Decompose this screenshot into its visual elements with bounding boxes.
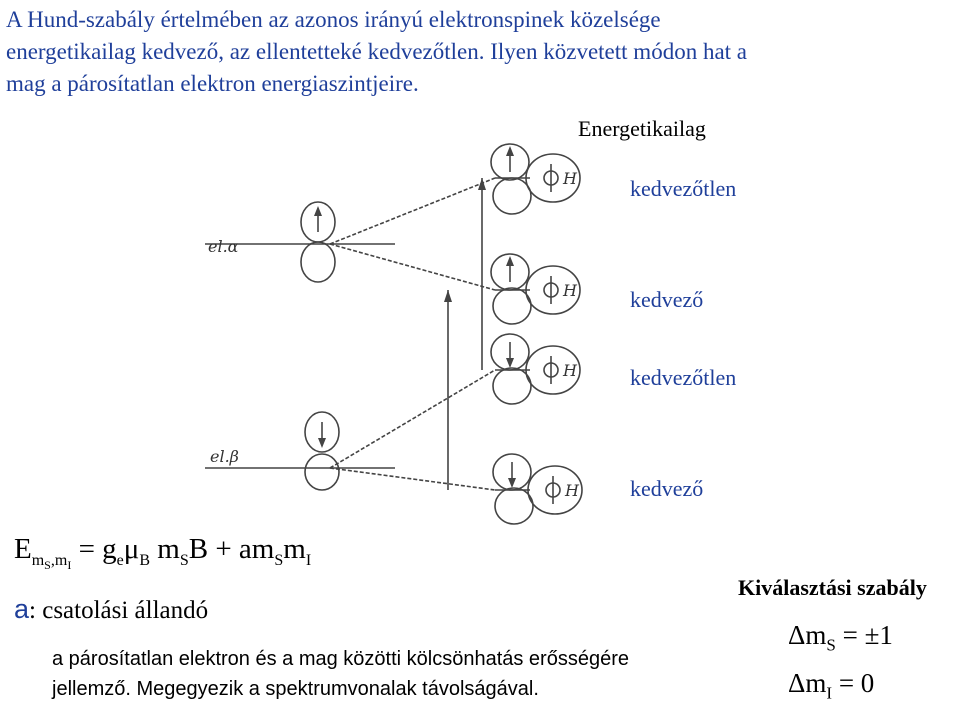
level-label-3: kedvezőtlen [630, 365, 737, 390]
coupling-constant-line [14, 594, 208, 625]
description-line-1: a párosítatlan elektron és a mag közötti kölcsönhatás erősségére [52, 648, 629, 670]
alpha-electron-label: el.α [208, 237, 239, 256]
selection-rule-ms: $\Delta m_S = \pm 1$ [788, 620, 893, 655]
split-line-4 [330, 468, 495, 490]
proton-label-1: H [563, 169, 577, 188]
selection-rules-title: Kiválasztási szabály [738, 575, 927, 600]
intro-line-1: A Hund-szabály értelmében az azonos irányú elektronspinek közelsége [6, 7, 661, 32]
proton-label-4: H [565, 481, 579, 500]
level-label-1: kedvezőtlen [630, 176, 737, 201]
energy-heading: Energetikailag [578, 116, 706, 141]
selection-rule-mi: $\Delta m_I = 0$ [788, 668, 875, 703]
level-label-4: kedvező [630, 476, 704, 501]
energy-formula: $E_{m_S,m_I} = g_e\mu_B$ $m_SB + am_Sm_I$ [14, 533, 312, 572]
coupling-text: : csatolási állandó [29, 597, 209, 624]
split-line-1 [330, 178, 495, 244]
intro-line-3: mag a párosítatlan elektron energiaszintjeire. [6, 71, 419, 96]
description-line-2: jellemző. Megegyezik a spektrumvonalak távolságával. [52, 678, 539, 700]
proton-label-3: H [563, 361, 577, 380]
coupling-letter: a [14, 594, 30, 624]
orbital-pictures [491, 144, 582, 524]
split-line-3 [330, 370, 495, 468]
intro-line-2: energetikailag kedvező, az ellentetteké kedvezőtlen. Ilyen közvetett módon hat a [6, 39, 747, 64]
split-line-2 [330, 244, 495, 290]
level-label-2: kedvező [630, 287, 704, 312]
beta-electron-label: el.β [210, 447, 239, 466]
coupling-description [52, 644, 629, 704]
proton-label-2: H [563, 281, 577, 300]
